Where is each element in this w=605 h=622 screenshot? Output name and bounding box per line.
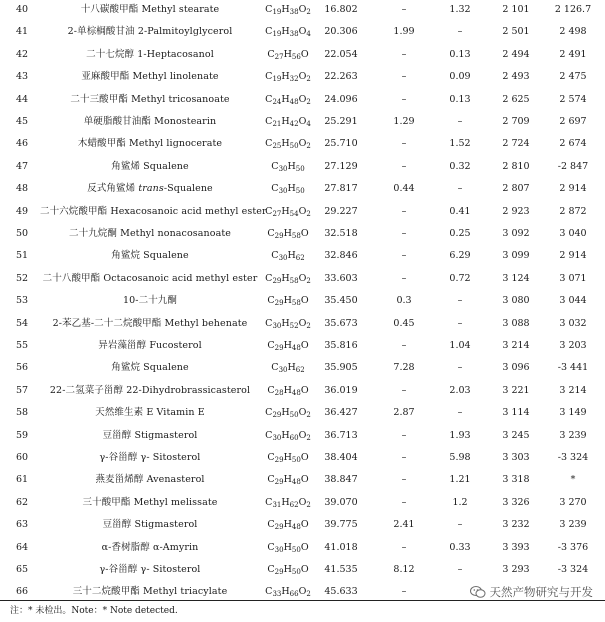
retention-index-lit: 2 574 <box>559 93 587 105</box>
relative-content-1: – <box>401 586 407 598</box>
retention-time: 39.775 <box>324 519 358 531</box>
retention-index-calc: 3 080 <box>502 295 530 307</box>
retention-index-calc: 3 303 <box>502 452 530 463</box>
table-row <box>0 492 605 514</box>
table-row <box>0 514 605 536</box>
relative-content-2: – <box>457 564 463 575</box>
relative-content-1: – <box>401 228 407 239</box>
table-row <box>0 335 605 357</box>
row-number: 64 <box>15 541 29 553</box>
compound-name: 十八碳酸甲酯 Methyl stearate <box>80 4 220 15</box>
compound-name: 单硬脂酸甘油酯 Monostearin <box>83 116 217 127</box>
relative-content-2: – <box>457 317 463 329</box>
retention-index-lit: 3 270 <box>559 496 587 508</box>
relative-content-2: 5.98 <box>449 452 471 463</box>
table-row <box>0 268 605 290</box>
molecular-formula: $C_{29}H_{48}O$ <box>267 340 309 352</box>
retention-time: 33.603 <box>324 272 358 284</box>
compound-name: 豆甾醇 Stigmasterol <box>102 429 198 441</box>
table-row <box>0 89 605 111</box>
compound-name: 10-二十九酮 <box>123 295 177 307</box>
row-number: 45 <box>15 116 29 127</box>
retention-time: 38.847 <box>324 474 358 486</box>
row-number: 57 <box>15 384 29 396</box>
retention-index-calc: 3 099 <box>502 250 530 262</box>
molecular-formula: $C_{30}H_{52}O_2$ <box>265 317 311 330</box>
compound-name: 二十八酸甲酯 Octacosanoic acid methyl ester <box>42 272 258 284</box>
relative-content-1: – <box>401 4 407 15</box>
molecular-formula: $C_{24}H_{48}O_2$ <box>265 93 311 106</box>
compound-name: 22-二氢菜子甾醇 22-Dihydrobrassicasterol <box>49 384 251 396</box>
molecular-formula: $C_{30}H_{60}O_2$ <box>265 429 311 442</box>
retention-index-lit: 2 126.7 <box>554 4 592 15</box>
table-row <box>0 290 605 312</box>
retention-index-calc: 3 114 <box>502 407 530 419</box>
retention-time: 35.905 <box>324 362 358 374</box>
retention-index-lit: -3 441 <box>557 362 589 374</box>
table-row <box>0 313 605 335</box>
retention-index-lit: -2 847 <box>557 160 589 172</box>
relative-content-2: 1.2 <box>452 496 468 508</box>
retention-time: 39.070 <box>324 496 358 508</box>
table-row <box>0 537 605 559</box>
retention-time: 41.018 <box>324 541 358 553</box>
retention-index-lit: 3 214 <box>559 384 587 396</box>
relative-content-2: – <box>457 116 463 127</box>
compound-name: 燕麦甾烯醇 Avenasterol <box>95 474 205 486</box>
molecular-formula: $C_{30}H_{50}$ <box>271 183 305 196</box>
table-row <box>0 21 605 43</box>
relative-content-1: 2.41 <box>393 519 415 531</box>
molecular-formula: $C_{29}H_{58}O$ <box>267 295 309 308</box>
molecular-formula: $C_{29}H_{58}O$ <box>267 228 309 240</box>
compound-name: 角鲨烯 Squalene <box>111 160 189 172</box>
row-number: 66 <box>15 586 29 598</box>
compound-name: 天然维生素 E Vitamin E <box>95 407 205 419</box>
row-number: 55 <box>15 340 29 351</box>
retention-index-lit: 3 239 <box>559 519 587 531</box>
molecular-formula: $C_{30}H_{62}$ <box>271 362 305 375</box>
relative-content-2: – <box>457 295 463 307</box>
retention-index-calc: 2 923 <box>502 205 530 217</box>
relative-content-1: 0.44 <box>393 183 415 195</box>
table-row <box>0 44 605 66</box>
retention-index-calc: 3 318 <box>502 474 530 486</box>
compound-name: 二十三酸甲酯 Methyl tricosanoate <box>70 93 230 105</box>
table-row <box>0 380 605 402</box>
compound-name: γ-谷甾醇 γ- Sitosterol <box>99 452 201 463</box>
relative-content-1: – <box>401 71 407 83</box>
retention-index-calc: 3 232 <box>502 519 530 531</box>
retention-index-calc: 3 124 <box>502 272 530 284</box>
table-row <box>0 559 605 581</box>
molecular-formula: $C_{27}H_{56}O$ <box>267 48 309 61</box>
table-row <box>0 357 605 379</box>
relative-content-2: – <box>457 183 463 195</box>
row-number: 65 <box>15 564 29 575</box>
compound-name: 木蜡酸甲酯 Methyl lignocerate <box>77 138 223 150</box>
table-row <box>0 402 605 424</box>
retention-time: 36.019 <box>324 384 358 396</box>
relative-content-1: – <box>401 429 407 441</box>
retention-index-lit: 3 040 <box>559 228 587 239</box>
retention-index-calc: 3 221 <box>502 384 530 396</box>
retention-time: 35.816 <box>324 340 358 351</box>
relative-content-1: – <box>401 48 407 60</box>
molecular-formula: $C_{29}H_{48}O$ <box>267 519 309 532</box>
table-row <box>0 178 605 200</box>
molecular-formula: $C_{29}H_{50}O$ <box>267 452 309 464</box>
retention-time: 35.450 <box>324 295 358 307</box>
relative-content-1: – <box>401 384 407 396</box>
relative-content-2: 2.03 <box>449 384 471 396</box>
row-number: 63 <box>15 519 29 531</box>
row-number: 61 <box>15 474 29 486</box>
retention-time: 29.227 <box>324 205 358 217</box>
wechat-icon <box>470 585 486 599</box>
compound-name: γ-谷甾醇 γ- Sitosterol <box>99 564 201 575</box>
retention-index-calc: 2 501 <box>502 26 530 38</box>
retention-time: 35.673 <box>324 317 358 329</box>
retention-index-calc: 2 625 <box>502 93 530 105</box>
retention-time: 38.404 <box>324 452 358 463</box>
relative-content-1: – <box>401 250 407 262</box>
table-row <box>0 133 605 155</box>
relative-content-2: 0.41 <box>449 205 471 217</box>
retention-index-lit: 3 239 <box>559 429 587 441</box>
retention-time: 25.291 <box>324 116 358 127</box>
relative-content-2: – <box>457 362 463 374</box>
molecular-formula: $C_{29}H_{50}O$ <box>267 564 309 576</box>
table-footnote: 注：* 未检出。Note：* Note detected. <box>10 606 178 616</box>
molecular-formula: $C_{27}H_{54}O_2$ <box>265 205 311 218</box>
retention-index-lit: * <box>570 474 576 486</box>
relative-content-1: 1.29 <box>393 116 415 127</box>
retention-time: 36.427 <box>324 407 358 419</box>
relative-content-1: – <box>401 138 407 150</box>
compound-name: 角鲨烷 Squalene <box>111 250 189 262</box>
compound-name: 三十二烷酸甲酯 Methyl triacylate <box>72 586 228 598</box>
retention-index-lit: -3 324 <box>557 452 589 463</box>
row-number: 42 <box>15 48 29 60</box>
retention-index-lit: 2 491 <box>559 48 587 60</box>
row-number: 40 <box>15 4 29 15</box>
retention-index-calc: 3 092 <box>502 228 530 239</box>
relative-content-1: – <box>401 541 407 553</box>
relative-content-2: 1.21 <box>449 474 471 486</box>
retention-index-lit: 2 674 <box>559 138 587 150</box>
relative-content-2: – <box>457 519 463 531</box>
molecular-formula: $C_{19}H_{32}O_2$ <box>265 71 311 84</box>
table-row <box>0 66 605 88</box>
watermark-text: 天然产物研究与开发 <box>489 585 593 599</box>
relative-content-2: 1.32 <box>449 4 471 15</box>
retention-index-lit: 2 697 <box>559 116 587 127</box>
relative-content-2: 0.13 <box>449 48 471 60</box>
retention-time: 22.263 <box>324 71 358 83</box>
retention-time: 27.817 <box>324 183 358 195</box>
row-number: 51 <box>15 250 29 262</box>
molecular-formula: $C_{29}H_{50}O_2$ <box>265 407 311 420</box>
relative-content-2: 6.29 <box>449 250 471 262</box>
molecular-formula: $C_{19}H_{38}O_2$ <box>265 4 311 16</box>
relative-content-1: 7.28 <box>393 362 415 374</box>
retention-index-lit: 2 914 <box>559 250 587 262</box>
compound-name: 二十七烷醇 1-Heptacosanol <box>86 48 214 60</box>
relative-content-1: – <box>401 272 407 284</box>
retention-index-lit: 2 914 <box>559 183 587 195</box>
relative-content-1: – <box>401 93 407 105</box>
relative-content-2: 0.09 <box>449 71 471 83</box>
retention-index-lit: 2 498 <box>559 26 587 38</box>
compound-name: 三十酸甲酯 Methyl melissate <box>82 496 218 508</box>
molecular-formula: $C_{19}H_{38}O_4$ <box>265 26 311 39</box>
table-row <box>0 223 605 245</box>
molecular-formula: $C_{28}H_{48}O$ <box>267 384 309 397</box>
retention-time: 32.518 <box>324 228 358 239</box>
table-row <box>0 0 605 21</box>
row-number: 60 <box>15 452 29 463</box>
relative-content-1: – <box>401 205 407 217</box>
compound-name: 2-苯乙基-二十二烷酸甲酯 Methyl behenate <box>52 317 248 329</box>
row-number: 58 <box>15 407 29 419</box>
molecular-formula: $C_{29}H_{48}O$ <box>267 474 309 487</box>
retention-index-calc: 3 393 <box>502 541 530 553</box>
compound-name: 反式角鲨烯 trans-Squalene <box>87 183 213 195</box>
relative-content-2: 0.33 <box>449 541 471 553</box>
retention-index-calc: 2 807 <box>502 183 530 195</box>
molecular-formula: $C_{25}H_{50}O_2$ <box>265 138 311 151</box>
retention-index-lit: 2 872 <box>559 205 587 217</box>
compound-name: 二十九烷酮 Methyl nonacosanoate <box>69 228 231 239</box>
row-number: 56 <box>15 362 29 374</box>
retention-time: 24.096 <box>324 93 358 105</box>
relative-content-2: 0.72 <box>449 272 471 284</box>
row-number: 46 <box>15 138 29 150</box>
retention-index-calc: 3 088 <box>502 317 530 329</box>
relative-content-1: – <box>401 474 407 486</box>
relative-content-2: 1.04 <box>449 340 471 351</box>
row-number: 44 <box>15 93 29 105</box>
molecular-formula: $C_{30}H_{62}$ <box>271 250 305 263</box>
compound-name: 角鲨烷 Squalene <box>111 362 189 374</box>
row-number: 48 <box>15 183 29 195</box>
relative-content-2: 1.52 <box>449 138 471 150</box>
table-row <box>0 156 605 178</box>
retention-time: 36.713 <box>324 429 358 441</box>
compound-name: 豆甾醇 Stigmasterol <box>102 519 198 531</box>
relative-content-1: 8.12 <box>393 564 415 575</box>
retention-time: 22.054 <box>324 48 358 60</box>
retention-index-lit: 3 071 <box>559 272 587 284</box>
table-row <box>0 111 605 133</box>
retention-index-calc: 3 245 <box>502 429 530 441</box>
relative-content-1: – <box>401 452 407 463</box>
retention-time: 32.846 <box>324 250 358 262</box>
row-number: 52 <box>15 272 29 284</box>
relative-content-2: 1.93 <box>449 429 471 441</box>
retention-time: 20.306 <box>324 26 358 38</box>
relative-content-2: – <box>457 26 463 38</box>
row-number: 53 <box>15 295 29 307</box>
relative-content-1: 0.45 <box>393 317 415 329</box>
table-row <box>0 245 605 267</box>
relative-content-2: – <box>457 407 463 419</box>
retention-index-calc: 3 293 <box>502 564 530 575</box>
retention-index-calc: 2 493 <box>502 71 530 83</box>
retention-index-lit: 3 044 <box>559 295 587 307</box>
relative-content-2: 0.25 <box>449 228 471 239</box>
retention-index-lit: 3 149 <box>559 407 587 419</box>
retention-index-lit: 3 032 <box>559 317 587 329</box>
retention-index-lit: -3 324 <box>557 564 589 575</box>
watermark <box>470 583 594 601</box>
table-row <box>0 469 605 491</box>
retention-index-calc: 2 101 <box>502 4 530 15</box>
retention-index-lit: 2 475 <box>559 71 587 83</box>
retention-index-calc: 2 494 <box>502 48 530 60</box>
relative-content-1: 2.87 <box>393 407 415 419</box>
row-number: 43 <box>15 71 29 83</box>
molecular-formula: $C_{33}H_{66}O_2$ <box>265 586 311 599</box>
retention-time: 45.633 <box>324 586 358 598</box>
relative-content-1: 1.99 <box>393 26 415 38</box>
row-number: 47 <box>15 160 29 172</box>
compound-name: 二十六烷酸甲酯 Hexacosanoic acid methyl ester <box>40 205 267 217</box>
relative-content-1: – <box>401 340 407 351</box>
retention-time: 16.802 <box>324 4 358 15</box>
retention-time: 27.129 <box>324 160 358 172</box>
row-number: 59 <box>15 429 29 441</box>
row-number: 62 <box>15 496 29 508</box>
row-number: 49 <box>15 205 29 217</box>
retention-index-calc: 2 709 <box>502 116 530 127</box>
retention-index-calc: 3 326 <box>502 496 530 508</box>
molecular-formula: $C_{30}H_{50}O$ <box>267 541 309 554</box>
compound-name: α-香树脂醇 α-Amyrin <box>101 541 199 553</box>
compound-name: 亚麻酸甲酯 Methyl linolenate <box>81 71 219 83</box>
retention-time: 41.535 <box>324 564 358 575</box>
retention-index-calc: 2 724 <box>502 138 530 150</box>
compound-name: 2-单棕榈酸甘油 2-Palmitoylglycerol <box>67 26 233 38</box>
row-number: 41 <box>15 26 29 38</box>
retention-index-calc: 3 214 <box>502 340 530 351</box>
relative-content-2: 0.32 <box>449 160 471 172</box>
retention-index-calc: 3 096 <box>502 362 530 374</box>
retention-index-lit: -3 376 <box>557 541 589 553</box>
relative-content-1: – <box>401 496 407 508</box>
row-number: 50 <box>15 228 29 239</box>
retention-index-lit: 3 203 <box>559 340 587 351</box>
retention-time: 25.710 <box>324 138 358 150</box>
molecular-formula: $C_{29}H_{58}O_2$ <box>265 272 311 285</box>
relative-content-1: – <box>401 160 407 172</box>
compound-name: 异岩藻甾醇 Fucosterol <box>98 340 202 351</box>
table-row <box>0 425 605 447</box>
relative-content-2: 0.13 <box>449 93 471 105</box>
molecular-formula: $C_{31}H_{62}O_2$ <box>265 496 311 509</box>
row-number: 54 <box>15 317 29 329</box>
molecular-formula: $C_{30}H_{50}$ <box>271 160 305 173</box>
table-row <box>0 201 605 223</box>
relative-content-1: 0.3 <box>396 295 412 307</box>
retention-index-calc: 2 810 <box>502 160 530 172</box>
table-row <box>0 447 605 469</box>
molecular-formula: $C_{21}H_{42}O_4$ <box>265 116 311 128</box>
